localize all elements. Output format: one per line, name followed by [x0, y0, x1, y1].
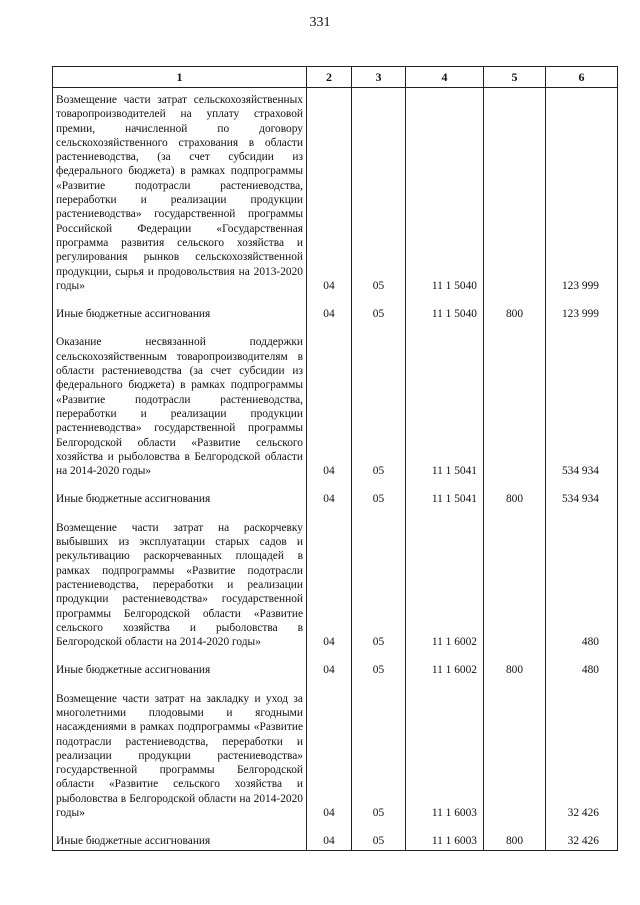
amount-value: 534 934 [546, 490, 618, 507]
page-number: 331 [309, 15, 331, 30]
table-row [53, 490, 618, 507]
subsection-code: 05 [352, 519, 406, 651]
amount-value: 480 [546, 519, 618, 651]
section-code: 04 [307, 519, 352, 651]
table-row [53, 690, 618, 822]
row-description: Возмещение части затрат на раскорчевку выбывших из эксплуатации старых садов и рекультивацию раскорчеванных площадей в рамках подпрограммы «Развитие подотрасли растениеводства, переработки и реализации продукции растениеводства» государственной программы Белгородской области «Развитие сельского хозяйства и рыболовства в Белгородской области на 2014-2020 годы» [53, 519, 307, 651]
expense-type-code [484, 333, 546, 479]
target-article-code: 11 1 6002 [406, 519, 484, 651]
column-header: 4 [406, 67, 484, 88]
section-code: 04 [307, 832, 352, 850]
column-header: 3 [352, 67, 406, 88]
section-code: 04 [307, 661, 352, 678]
target-article-code: 11 1 5041 [406, 490, 484, 507]
row-description: Возмещение части затрат сельскохозяйственных товаропроизводителей на уплату страховой премии, начисленной по договору сельскохозяйственного страхования в области растениеводства, (за счет субсидии из федерального бюджета) в рамках подпрограммы «Развитие подотрасли растениеводства, переработки и реализации продукции растениеводства» государственной программы Российской Федерации «Государственная программа развития сельского хозяйства и регулирования рынков сельскохозяйственной продукции, сырья и продовольствия на 2013-2020 годы» [53, 91, 307, 294]
subsection-code: 05 [352, 490, 406, 507]
target-article-code: 11 1 6002 [406, 661, 484, 678]
amount-value: 32 426 [546, 690, 618, 822]
column-header: 5 [484, 67, 546, 88]
column-header: 6 [546, 67, 618, 88]
expense-type-code [484, 91, 546, 294]
row-description: Возмещение части затрат на закладку и уход за многолетними плодовыми и ягодными насаждениями в рамках подпрограммы «Развитие подотрасли растениеводства, переработки и реализации продукции растениеводства» государственной программы Белгородской области «Развитие сельского хозяйства и рыболовства в Белгородской области на 2014-2020 годы» [53, 690, 307, 822]
subsection-code: 05 [352, 661, 406, 678]
subsection-code: 05 [352, 333, 406, 479]
expense-type-code: 800 [484, 661, 546, 678]
budget-table [52, 66, 618, 851]
target-article-code: 11 1 6003 [406, 690, 484, 822]
expense-type-code: 800 [484, 305, 546, 322]
section-code: 04 [307, 490, 352, 507]
column-header: 2 [307, 67, 352, 88]
amount-value: 480 [546, 661, 618, 678]
subsection-code: 05 [352, 832, 406, 850]
section-code: 04 [307, 305, 352, 322]
table-header-row [53, 67, 618, 88]
row-description: Оказание несвязанной поддержки сельскохозяйственным товаропроизводителям в области растениеводства (за счет субсидии из федерального бюджета) в рамках подпрограммы «Развитие подотрасли растениеводства, переработки и реализации продукции растениеводства» государственной программы Белгородской области «Развитие сельского хозяйства и рыболовства в Белгородской области на 2014-2020 годы» [53, 333, 307, 479]
section-code: 04 [307, 690, 352, 822]
subsection-code: 05 [352, 91, 406, 294]
expense-type-code: 800 [484, 832, 546, 850]
table-row [53, 519, 618, 651]
subsection-code: 05 [352, 305, 406, 322]
column-header: 1 [53, 67, 307, 88]
table-row [53, 91, 618, 294]
expense-type-code: 800 [484, 490, 546, 507]
amount-value: 123 999 [546, 305, 618, 322]
target-article-code: 11 1 5040 [406, 305, 484, 322]
target-article-code: 11 1 5041 [406, 333, 484, 479]
target-article-code: 11 1 5040 [406, 91, 484, 294]
amount-value: 32 426 [546, 832, 618, 850]
section-code: 04 [307, 333, 352, 479]
table-row [53, 832, 618, 850]
target-article-code: 11 1 6003 [406, 832, 484, 850]
expense-type-code [484, 690, 546, 822]
row-description: Иные бюджетные ассигнования [53, 661, 307, 678]
table-row [53, 661, 618, 678]
section-code: 04 [307, 91, 352, 294]
row-description: Иные бюджетные ассигнования [53, 305, 307, 322]
subsection-code: 05 [352, 690, 406, 822]
table-row [53, 305, 618, 322]
row-description: Иные бюджетные ассигнования [53, 490, 307, 507]
table-row [53, 333, 618, 479]
row-description: Иные бюджетные ассигнования [53, 832, 307, 850]
amount-value: 123 999 [546, 91, 618, 294]
amount-value: 534 934 [546, 333, 618, 479]
expense-type-code [484, 519, 546, 651]
